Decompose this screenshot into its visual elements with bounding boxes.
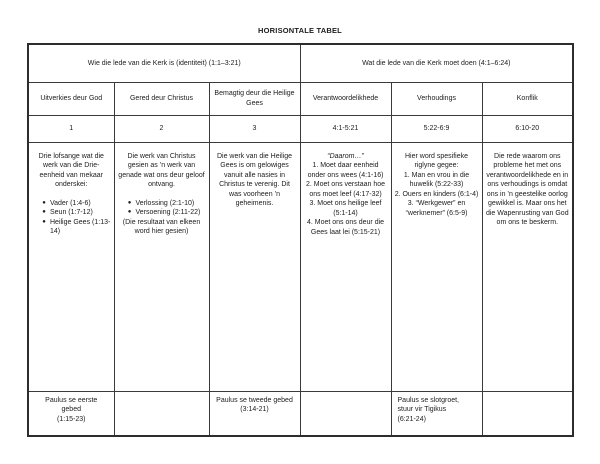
content-note: (Die resultaat van elkeen word hier gesien) xyxy=(122,218,201,235)
reference-row xyxy=(28,115,573,142)
content-cell-gered xyxy=(114,142,209,391)
bullet-icon: ● xyxy=(42,209,46,215)
ref-cell-4: 4:1-5:21 xyxy=(300,115,391,142)
bullet-list xyxy=(124,199,206,218)
numbered-item: 1. Man en vrou in die huwelik (5:22-33) xyxy=(403,171,470,188)
col-header-uitverkies: Uitverkies deur God xyxy=(28,82,114,115)
list-item: ● Versoening (2:11-22) xyxy=(124,208,206,218)
content-cell-uitverkies xyxy=(28,142,114,391)
col-header-verantwoordelikhede: Verantwoordelikhede xyxy=(300,82,391,115)
content-paragraph: Die werk van die Heilige Gees is om gelowiges vanuit alle nasies in Christus te verenig. Dit was voorheen ’n geheimenis. xyxy=(216,152,293,207)
numbered-item: 1. Moet daar eenheid onder ons wees (4:1-16) xyxy=(307,162,384,179)
col-header-gered: Gered deur Christus xyxy=(114,82,209,115)
content-cell-verhoudings xyxy=(391,142,482,391)
bullet-icon: ● xyxy=(42,218,46,225)
content-intro: Drie lofsange wat die werk van die Drie-eenheid van mekaar onderskei: xyxy=(38,152,104,188)
numbered-item: 2. Moet ons verstaan hoe ons moet leef (4:17-32) xyxy=(306,181,386,198)
section-header-moet-doen: Wat die lede van die Kerk moet doen (4:1–6:24) xyxy=(300,44,573,82)
content-lead: Hier word spesifieke riglyne gegee: xyxy=(405,152,469,169)
content-cell-bemagtig xyxy=(209,142,300,391)
col-header-konflik: Konflik xyxy=(482,82,573,115)
numbered-item: 3. Moet ons heilige leef (5:1-14) xyxy=(309,200,382,217)
horizontal-table xyxy=(27,43,574,437)
numbered-list xyxy=(304,161,388,237)
section-header-row xyxy=(28,44,573,82)
ref-cell-3: 3 xyxy=(209,115,300,142)
section-header-identiteit: Wie die lede van die Kerk is (identiteit) (1:1–3:21) xyxy=(28,44,300,82)
footer-cell-eerste-gebed: Paulus se eerste gebed (1:15-23) xyxy=(28,391,114,436)
footer-cell-slotgroet: Paulus se slotgroet, stuur vir Tigikus (6:21-24) xyxy=(391,391,482,436)
list-item: ● Vader (1:4-6) xyxy=(38,199,111,209)
content-lead: “Daarom…” xyxy=(327,152,364,160)
list-item: ● Verlossing (2:1-10) xyxy=(124,199,206,209)
content-cell-konflik xyxy=(482,142,573,391)
numbered-item: 3. “Werkgewer” en “werknemer” (6:5-9) xyxy=(405,200,468,217)
bullet-icon: ● xyxy=(127,199,132,206)
ref-cell-2: 2 xyxy=(114,115,209,142)
list-item: ● Heilige Gees (1:13-14) xyxy=(38,218,111,237)
footer-row xyxy=(28,391,573,436)
footer-cell-empty-2 xyxy=(114,391,209,436)
col-header-verhoudings: Verhoudings xyxy=(391,82,482,115)
content-row xyxy=(28,142,573,391)
bullet-list xyxy=(38,199,111,237)
content-intro: Die werk van Christus gesien as ’n werk van genade wat ons deur geloof ontvang. xyxy=(118,152,205,188)
ref-cell-5: 5:22-6:9 xyxy=(391,115,482,142)
bullet-icon: ● xyxy=(127,209,132,215)
footer-cell-empty-4 xyxy=(300,391,391,436)
content-cell-verantwoordelikhede xyxy=(300,142,391,391)
content-paragraph: Die rede waarom ons probleme het met ons verantwoordelikhede en in ons verhoudings is omdat ons in ’n geestelike oorlog gewikkel is. Maar ons het die Wapenrusting van God om ons te beskerm. xyxy=(485,152,569,226)
numbered-list xyxy=(395,171,479,219)
column-header-row xyxy=(28,82,573,115)
list-item: ● Seun (1:7-12) xyxy=(38,208,111,218)
footer-cell-tweede-gebed: Paulus se tweede gebed (3:14-21) xyxy=(209,391,300,436)
footer-cell-empty-6 xyxy=(482,391,573,436)
col-header-bemagtig: Bemagtig deur die Heilige Gees xyxy=(209,82,300,115)
ref-cell-6: 6:10-20 xyxy=(482,115,573,142)
numbered-item: 2. Ouers en kinders (6:1-4) xyxy=(394,190,479,198)
bullet-icon: ● xyxy=(42,199,46,206)
page-title: HORISONTALE TABEL xyxy=(258,26,342,35)
ref-cell-1: 1 xyxy=(28,115,114,142)
numbered-item: 4. Moet ons ons deur die Gees laat lei (5:15-21) xyxy=(306,219,385,236)
